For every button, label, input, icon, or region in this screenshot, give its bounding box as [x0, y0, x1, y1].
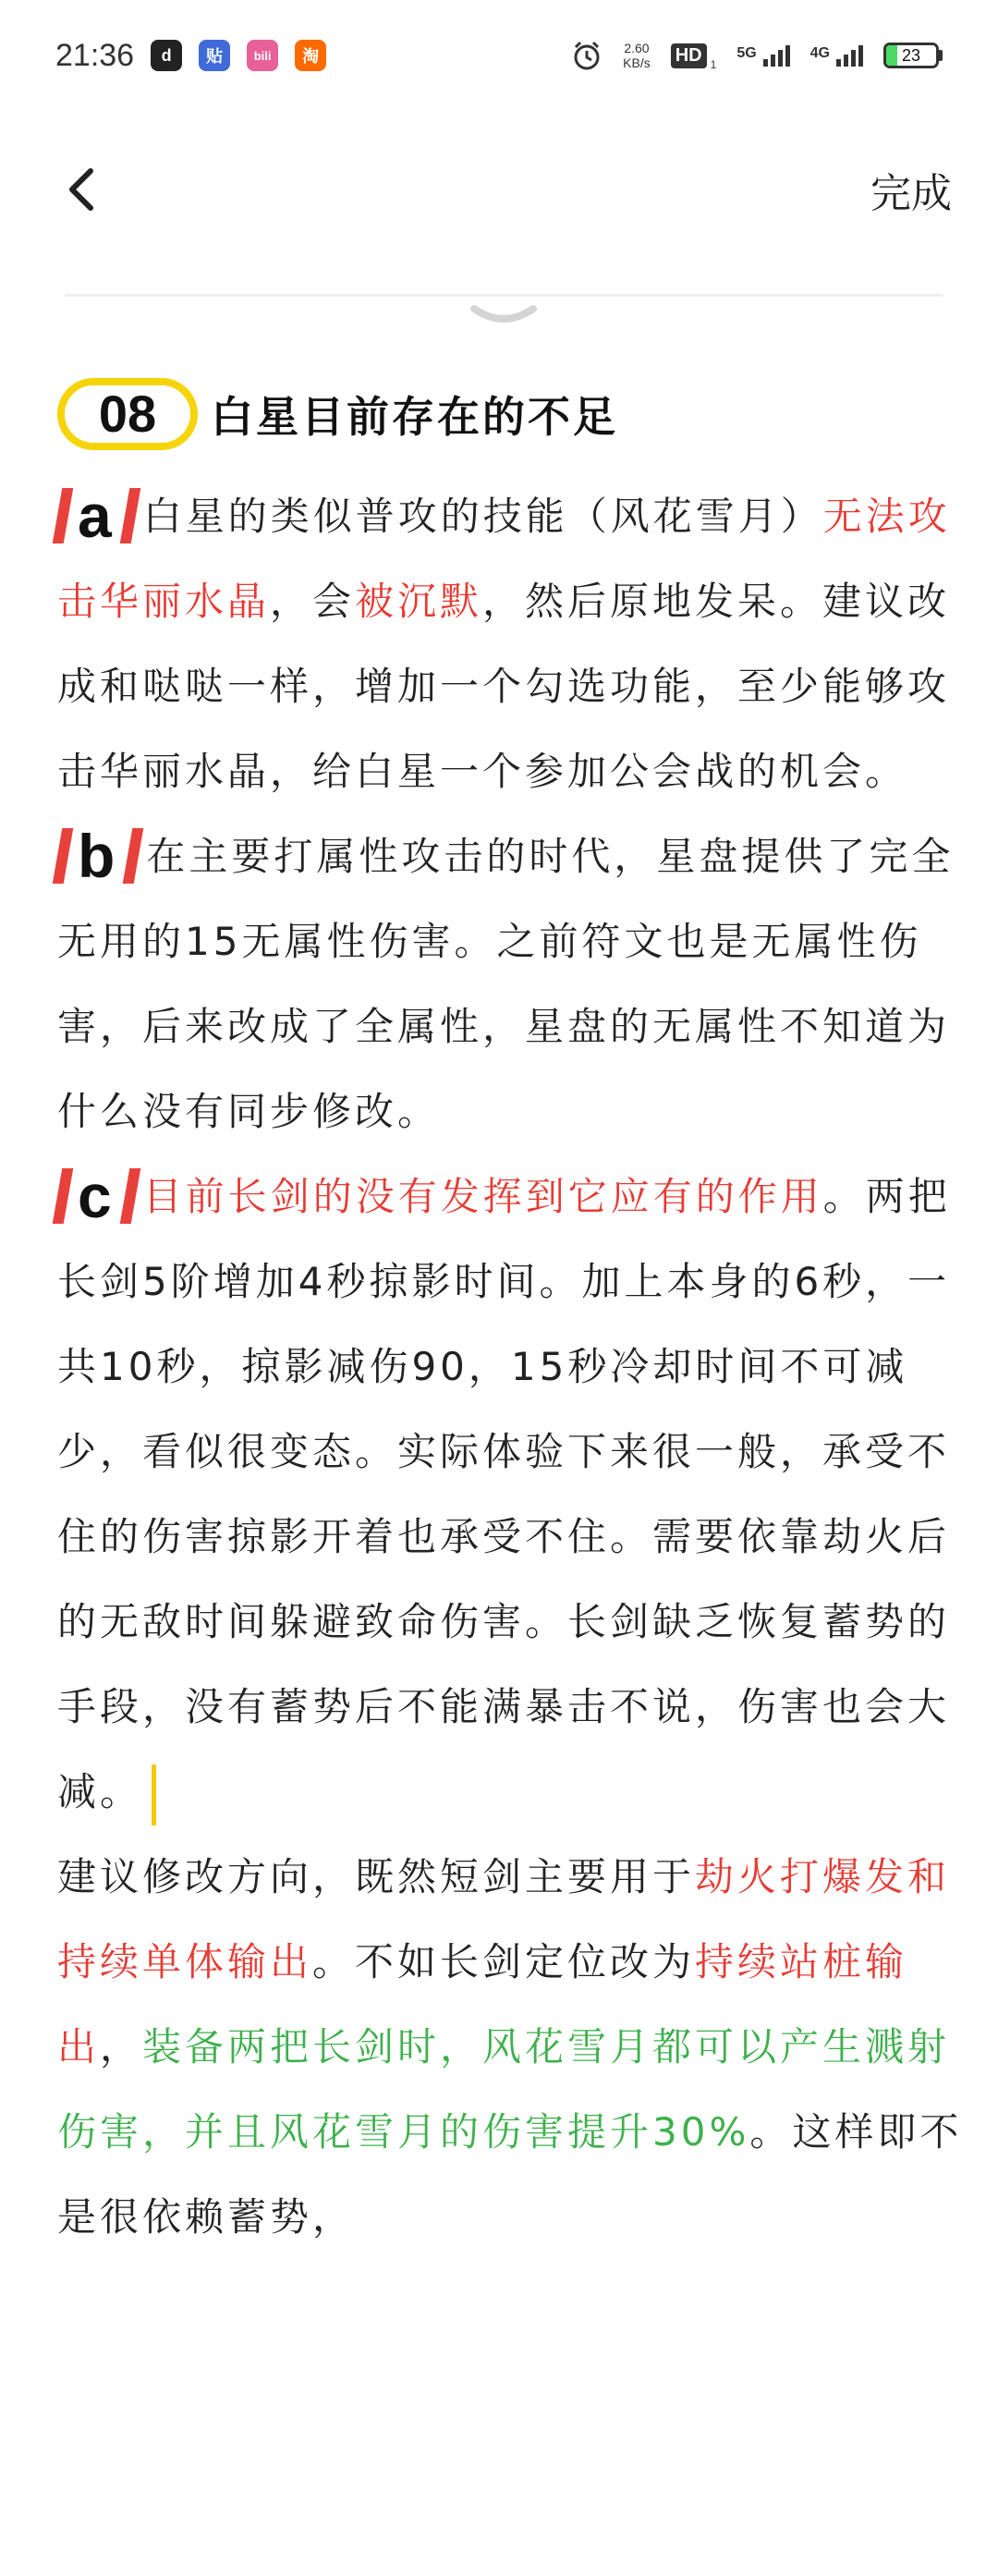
signal-5g: [736, 45, 789, 67]
battery-level: 23: [901, 46, 921, 65]
douyin-icon: d: [151, 40, 182, 71]
slash-mark: [53, 1168, 74, 1224]
status-bar: [0, 0, 998, 111]
alarm-icon: [571, 40, 602, 71]
hd-badge: [671, 43, 707, 68]
net-speed-value: 2.60: [624, 41, 650, 55]
text-span: 白星的类似普攻的技能（风花雪月）: [142, 494, 823, 539]
editor-header: [0, 139, 998, 240]
hd-label: HD: [675, 44, 702, 66]
paragraph-c[interactable]: [57, 1154, 963, 1835]
marker-letter: c: [78, 1161, 116, 1230]
slash-mark: [53, 488, 74, 543]
signal-bar: [763, 59, 768, 67]
paragraph-b[interactable]: [57, 814, 963, 1154]
text-cursor: [152, 1764, 156, 1825]
paragraph-a[interactable]: [57, 474, 963, 814]
back-arrow-icon[interactable]: [55, 162, 111, 217]
article-body: [57, 370, 963, 2260]
hd-sub: 1: [710, 58, 717, 71]
signal-bar: [771, 55, 775, 67]
marker-a: [57, 481, 136, 550]
slash-mark: [53, 828, 74, 884]
section-heading: [57, 370, 963, 458]
header-divider: [65, 294, 943, 297]
text-span: 。这样即不是很依赖蓄势，: [57, 2109, 963, 2240]
battery-indicator: [883, 43, 943, 68]
chevron-down-icon[interactable]: [467, 303, 541, 331]
highlight-red: 目前长剑的没有发挥到它应有的作用: [142, 1174, 823, 1219]
text-span: 建议修改方向，既然短剑主要用于: [57, 1854, 696, 1899]
tieba-icon: 贴: [199, 40, 230, 71]
status-left: [55, 38, 326, 74]
paragraph-d[interactable]: [57, 1835, 963, 2260]
done-button[interactable]: 完成: [870, 170, 952, 217]
battery-icon: [883, 43, 939, 68]
signal-bar: [785, 45, 790, 67]
signal-bar: [836, 59, 841, 67]
text-span: ，会: [270, 579, 356, 624]
status-right: [571, 40, 943, 71]
signal-bar: [778, 50, 783, 67]
slash-mark: [119, 488, 140, 543]
net-speed-unit: KB/s: [623, 55, 651, 70]
slash-mark: [119, 1168, 140, 1224]
text-span: 在主要打属性攻击的时代，星盘提供了完全无用的15无属性伤害。之前符文也是无属性伤害，后来改成了全属性，星盘的无属性不知道为什么没有同步修改。: [57, 834, 955, 1134]
section-title: 白星目前存在的不足: [211, 391, 618, 442]
slash-mark: [123, 828, 144, 884]
signal-bar: [844, 55, 848, 67]
highlight-red: 劫火打爆发和持续单体输出: [57, 1854, 951, 1984]
highlight-red: 被沉默: [355, 579, 483, 624]
battery-tip: [939, 50, 943, 61]
signal-bar: [851, 50, 856, 67]
text-span: ，然后原地发呆。建议改成和哒哒一样，增加一个勾选功能，至少能够攻击华丽水晶，给白星一个参加公会战的机会。: [57, 579, 951, 794]
section-number: 08: [98, 385, 157, 443]
text-span: 。两把长剑5阶增加4秒掠影时间。加上本身的6秒，一共10秒，掠影减伤90，15秒冷却时间不可减少，看似很变态。实际体验下来很一般，承受不住的伤害掠影开着也承受不住。需要依靠劫火后的无敌时间躲避致命伤害。长剑缺乏恢复蓄势的手段，没有蓄势后不能满暴击不说，伤害也会大减。: [57, 1174, 951, 1814]
marker-letter: b: [78, 821, 119, 890]
marker-letter: a: [78, 481, 116, 550]
highlight-red: 持续站桩输出: [57, 1939, 908, 2069]
status-time: 21:36: [55, 37, 135, 73]
signal-4g: [810, 45, 863, 67]
marker-c: [57, 1161, 136, 1230]
bilibili-icon: bili: [247, 40, 278, 71]
net-speed: [623, 41, 651, 70]
signal-5g-label: 5G: [736, 44, 757, 61]
text-span: 。不如长剑定位改为: [312, 1939, 696, 1984]
text-span: ，: [100, 2024, 143, 2069]
signal-4g-label: 4G: [809, 44, 830, 61]
section-number-badge: [57, 378, 198, 450]
marker-b: [57, 821, 139, 890]
taobao-icon: 淘: [295, 40, 326, 71]
signal-bar: [858, 45, 863, 67]
highlight-green: 装备两把长剑时，风花雪月都可以产生溅射伤害，并且风花雪月的伤害提升30%: [57, 2024, 951, 2155]
highlight-red: 无法攻击华丽水晶: [57, 494, 951, 624]
